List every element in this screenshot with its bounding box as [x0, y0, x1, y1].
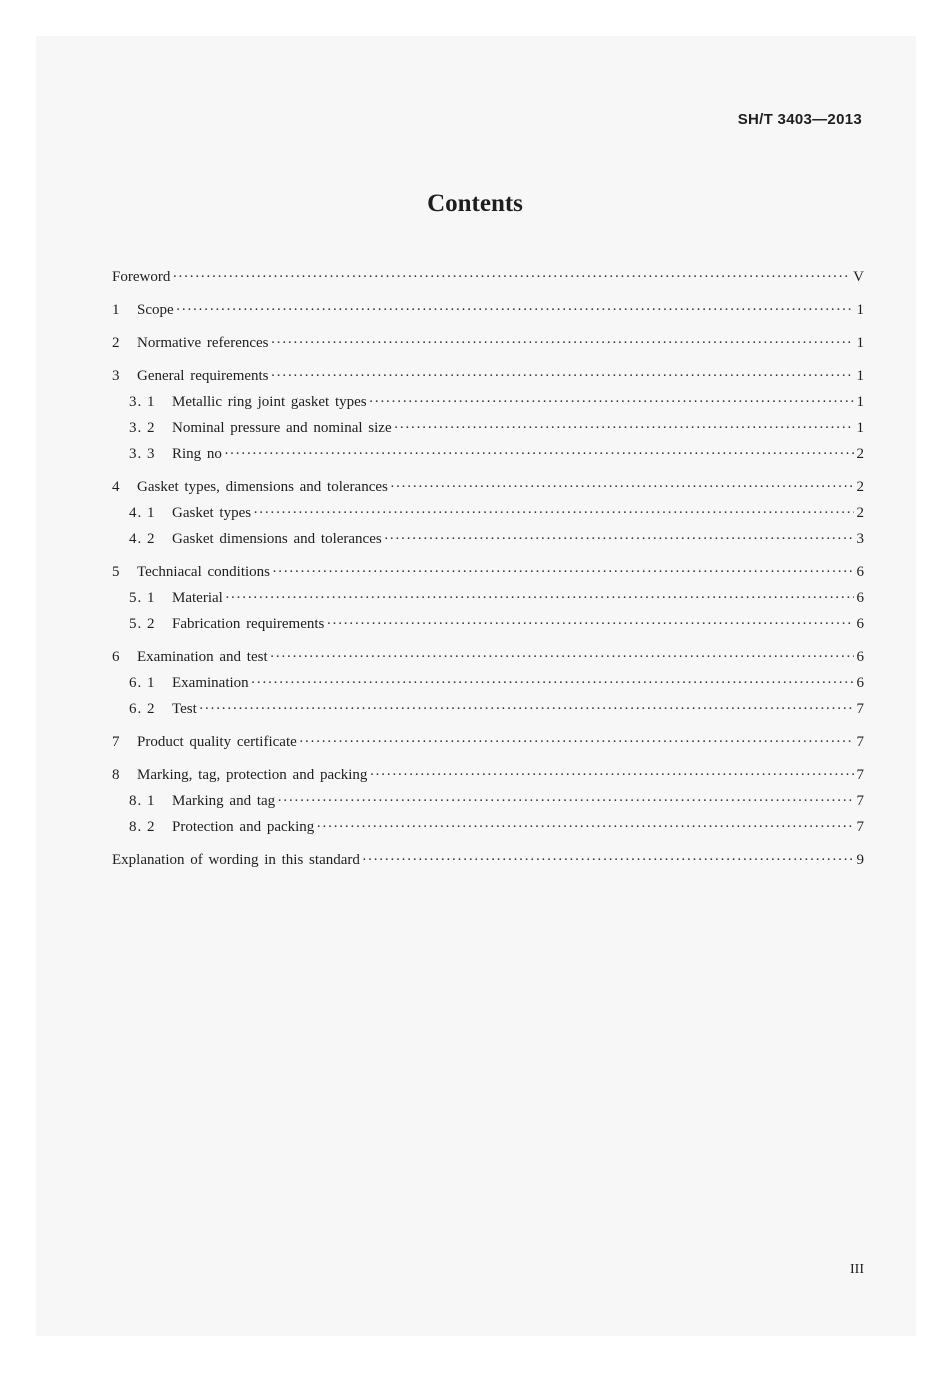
toc-entry-number: 4. 1 — [129, 505, 156, 521]
toc-entry-label: Ring no — [172, 446, 222, 462]
toc-entry-label: Marking and tag — [172, 793, 276, 809]
toc-entry-page: 6 — [856, 649, 864, 665]
toc-entry-label: Gasket types, dimensions and tolerances — [137, 479, 388, 495]
toc-entry-label: Test — [172, 701, 197, 717]
toc-entry-page: V — [853, 269, 864, 285]
toc-entry-page: 3 — [856, 531, 864, 547]
toc-subentry — [112, 441, 864, 467]
toc-entry-label: Material — [172, 590, 223, 606]
toc-entry-number: 3. 1 — [129, 394, 156, 410]
toc-subentry — [112, 500, 864, 526]
toc-subentry — [112, 696, 864, 722]
dot-leader — [277, 788, 854, 814]
toc-entry — [112, 264, 864, 290]
toc-entry-label: Techniacal conditions — [137, 564, 270, 580]
toc-entry-page: 9 — [856, 852, 864, 868]
dot-leader — [316, 814, 854, 840]
toc-entry-number: 3 — [112, 368, 120, 384]
toc-entry-label: General requirements — [137, 368, 269, 384]
toc-entry-label: Fabrication requirements — [172, 616, 325, 632]
toc-entry — [112, 330, 864, 356]
toc-entry-label: Gasket dimensions and tolerances — [172, 531, 382, 547]
toc-entry-number: 5. 2 — [129, 616, 156, 632]
toc-entry-page: 6 — [856, 564, 864, 580]
toc-entry-label: Gasket types — [172, 505, 252, 521]
toc-entry-page: 6 — [856, 616, 864, 632]
dot-leader — [362, 847, 854, 873]
toc-entry-page: 7 — [856, 767, 864, 783]
toc-entry-number: 5. 1 — [129, 590, 156, 606]
toc-entry-number: 4 — [112, 479, 120, 495]
toc-entry-number: 6. 2 — [129, 701, 156, 717]
toc-entry-page: 2 — [856, 505, 864, 521]
toc-entry-number: 6. 1 — [129, 675, 156, 691]
dot-leader — [271, 330, 854, 356]
toc-entry-label: Metallic ring joint gasket types — [172, 394, 367, 410]
toc-entry-label: Nominal pressure and nominal size — [172, 420, 392, 436]
toc-entry-label: Normative references — [137, 335, 269, 351]
toc-subentry — [112, 611, 864, 637]
dot-leader — [390, 474, 854, 500]
table-of-contents — [112, 264, 864, 873]
dot-leader — [326, 611, 854, 637]
toc-entry — [112, 729, 864, 755]
toc-entry-number: 7 — [112, 734, 120, 750]
toc-entry-label: Foreword — [112, 269, 171, 285]
toc-entry-label: Explanation of wording in this standard — [112, 852, 360, 868]
toc-entry-label: Product quality certificate — [137, 734, 297, 750]
page-number: III — [850, 1262, 864, 1277]
dot-leader — [199, 696, 854, 722]
toc-entry — [112, 847, 864, 873]
toc-entry-number: 4. 2 — [129, 531, 156, 547]
toc-entry-number: 2 — [112, 335, 120, 351]
dot-leader — [299, 729, 854, 755]
dot-leader — [251, 670, 854, 696]
toc-entry-number: 5 — [112, 564, 120, 580]
toc-entry-number: 6 — [112, 649, 120, 665]
toc-entry — [112, 297, 864, 323]
toc-entry-label: Examination — [172, 675, 249, 691]
toc-entry-page: 2 — [856, 446, 864, 462]
dot-leader — [176, 297, 854, 323]
toc-entry-number: 3. 2 — [129, 420, 156, 436]
toc-entry — [112, 363, 864, 389]
toc-entry-page: 7 — [856, 793, 864, 809]
toc-entry-label: Scope — [137, 302, 174, 318]
dot-leader — [270, 644, 854, 670]
toc-entry — [112, 559, 864, 585]
toc-entry-number: 3. 3 — [129, 446, 156, 462]
toc-entry-page: 1 — [856, 368, 864, 384]
toc-entry-number: 8. 2 — [129, 819, 156, 835]
toc-entry-number: 8 — [112, 767, 120, 783]
toc-entry-label: Examination and test — [137, 649, 268, 665]
toc-entry — [112, 762, 864, 788]
toc-subentry — [112, 814, 864, 840]
toc-entry-label: Protection and packing — [172, 819, 315, 835]
toc-entry-page: 6 — [856, 675, 864, 691]
toc-entry-page: 7 — [856, 819, 864, 835]
dot-leader — [369, 389, 854, 415]
toc-entry — [112, 644, 864, 670]
toc-entry-page: 7 — [856, 701, 864, 717]
toc-subentry — [112, 585, 864, 611]
toc-entry-page: 1 — [856, 302, 864, 318]
dot-leader — [271, 363, 854, 389]
dot-leader — [225, 585, 854, 611]
standard-code: SH/T 3403—2013 — [737, 111, 862, 128]
dot-leader — [172, 264, 851, 290]
toc-subentry — [112, 788, 864, 814]
toc-subentry — [112, 670, 864, 696]
toc-entry-page: 7 — [856, 734, 864, 750]
toc-subentry — [112, 526, 864, 552]
toc-entry-page: 6 — [856, 590, 864, 606]
toc-subentry — [112, 389, 864, 415]
toc-subentry — [112, 415, 864, 441]
toc-entry-page: 1 — [856, 394, 864, 410]
toc-entry-page: 1 — [856, 335, 864, 351]
dot-leader — [394, 415, 854, 441]
dot-leader — [272, 559, 854, 585]
toc-entry-page: 1 — [856, 420, 864, 436]
toc-entry-number: 8. 1 — [129, 793, 156, 809]
toc-entry-number: 1 — [112, 302, 120, 318]
toc-entry — [112, 474, 864, 500]
toc-entry-label: Marking, tag, protection and packing — [137, 767, 368, 783]
toc-entry-page: 2 — [856, 479, 864, 495]
dot-leader — [224, 441, 854, 467]
page-title: Contents — [427, 190, 523, 217]
dot-leader — [369, 762, 854, 788]
dot-leader — [384, 526, 854, 552]
dot-leader — [253, 500, 854, 526]
